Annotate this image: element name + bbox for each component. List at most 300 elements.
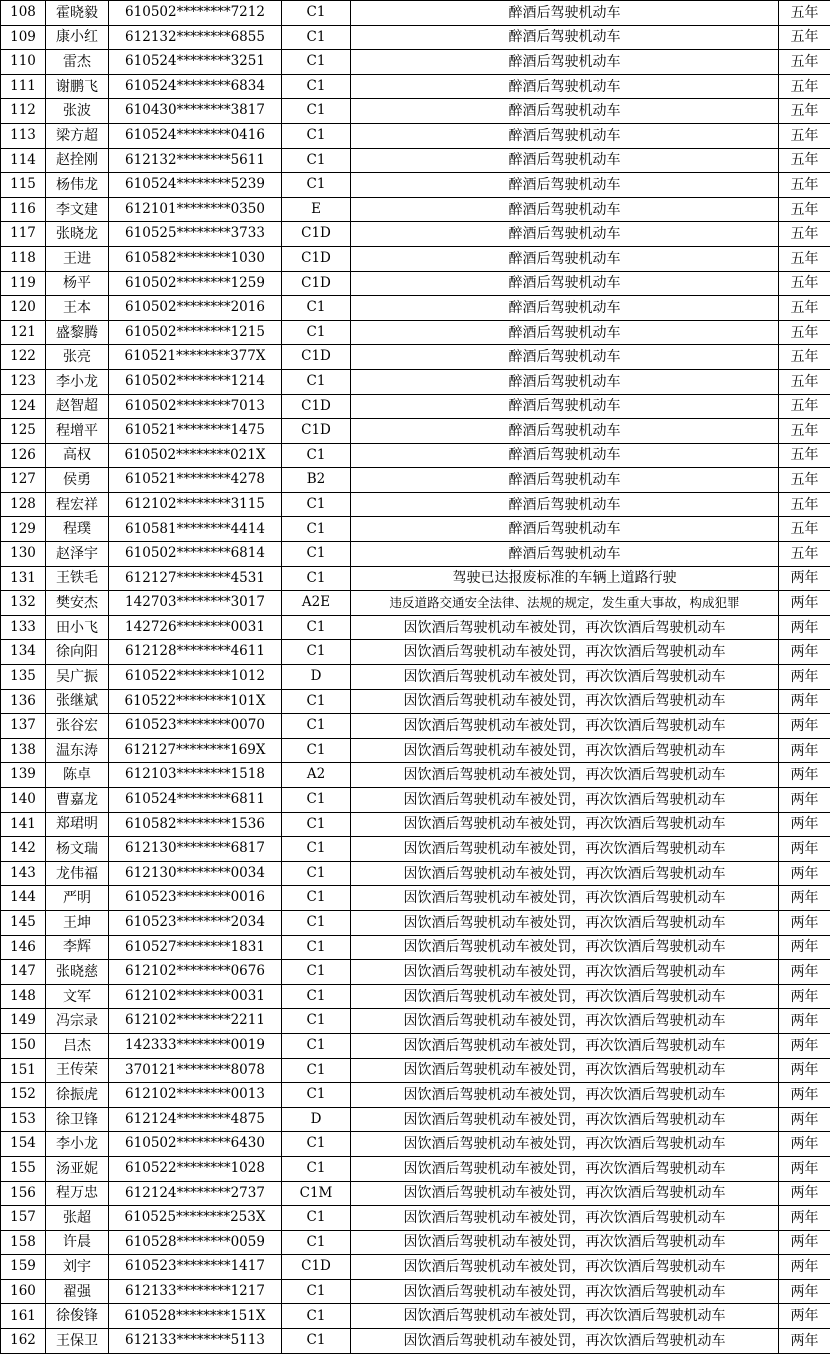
license-class: C1 xyxy=(282,1279,351,1304)
violation-text: 因饮酒后驾驶机动车被处罚，再次饮酒后驾驶机动车 xyxy=(351,689,779,714)
row-number: 110 xyxy=(1,50,46,75)
row-number: 129 xyxy=(1,517,46,542)
row-number: 162 xyxy=(1,1329,46,1354)
ban-term: 五年 xyxy=(779,271,830,296)
violation-text: 醉酒后驾驶机动车 xyxy=(351,123,779,148)
driver-name: 霍晓毅 xyxy=(46,1,109,26)
table-row xyxy=(1,320,830,345)
table-row xyxy=(1,1279,830,1304)
driver-name: 赵智超 xyxy=(46,394,109,419)
violation-text: 驾驶已达报废标准的车辆上道路行驶 xyxy=(351,566,779,591)
ban-term: 两年 xyxy=(779,1058,830,1083)
ban-term: 五年 xyxy=(779,542,830,567)
ban-term: 五年 xyxy=(779,468,830,493)
ban-term: 两年 xyxy=(779,812,830,837)
license-class: C1 xyxy=(282,123,351,148)
id-number: 610581********4414 xyxy=(109,517,282,542)
violation-text: 因饮酒后驾驶机动车被处罚，再次饮酒后驾驶机动车 xyxy=(351,1156,779,1181)
row-number: 119 xyxy=(1,271,46,296)
row-number: 139 xyxy=(1,763,46,788)
violation-text: 因饮酒后驾驶机动车被处罚，再次饮酒后驾驶机动车 xyxy=(351,1304,779,1329)
license-class: C1 xyxy=(282,517,351,542)
violation-text: 因饮酒后驾驶机动车被处罚，再次饮酒后驾驶机动车 xyxy=(351,1206,779,1231)
row-number: 112 xyxy=(1,99,46,124)
table-row xyxy=(1,812,830,837)
violation-text: 因饮酒后驾驶机动车被处罚，再次饮酒后驾驶机动车 xyxy=(351,1033,779,1058)
id-number: 142333********0019 xyxy=(109,1033,282,1058)
ban-term: 五年 xyxy=(779,50,830,75)
driver-name: 王保卫 xyxy=(46,1329,109,1354)
table-row xyxy=(1,886,830,911)
license-class: C1 xyxy=(282,738,351,763)
row-number: 111 xyxy=(1,74,46,99)
id-number: 610522********1012 xyxy=(109,665,282,690)
driver-name: 杨平 xyxy=(46,271,109,296)
table-row xyxy=(1,984,830,1009)
driver-name: 徐卫锋 xyxy=(46,1107,109,1132)
driver-name: 张谷宏 xyxy=(46,714,109,739)
license-class: C1 xyxy=(282,812,351,837)
table-row xyxy=(1,345,830,370)
driver-name: 王坤 xyxy=(46,910,109,935)
violation-text: 醉酒后驾驶机动车 xyxy=(351,492,779,517)
table-row xyxy=(1,296,830,321)
driver-name: 张晓龙 xyxy=(46,222,109,247)
license-class: C1 xyxy=(282,689,351,714)
row-number: 142 xyxy=(1,837,46,862)
row-number: 133 xyxy=(1,615,46,640)
license-class: C1 xyxy=(282,788,351,813)
table-row xyxy=(1,468,830,493)
ban-term: 两年 xyxy=(779,714,830,739)
license-class: C1 xyxy=(282,1230,351,1255)
violation-text: 醉酒后驾驶机动车 xyxy=(351,1,779,26)
violation-text: 醉酒后驾驶机动车 xyxy=(351,197,779,222)
row-number: 136 xyxy=(1,689,46,714)
ban-term: 两年 xyxy=(779,1279,830,1304)
violation-text: 因饮酒后驾驶机动车被处罚，再次饮酒后驾驶机动车 xyxy=(351,1279,779,1304)
ban-term: 五年 xyxy=(779,443,830,468)
ban-term: 五年 xyxy=(779,25,830,50)
id-number: 610502********1214 xyxy=(109,369,282,394)
violation-text: 因饮酒后驾驶机动车被处罚，再次饮酒后驾驶机动车 xyxy=(351,910,779,935)
id-number: 612127********169X xyxy=(109,738,282,763)
row-number: 113 xyxy=(1,123,46,148)
driver-name: 张波 xyxy=(46,99,109,124)
violation-text: 因饮酒后驾驶机动车被处罚，再次饮酒后驾驶机动车 xyxy=(351,984,779,1009)
row-number: 108 xyxy=(1,1,46,26)
license-class: C1 xyxy=(282,320,351,345)
id-number: 612132********5611 xyxy=(109,148,282,173)
table-row xyxy=(1,788,830,813)
id-number: 612130********6817 xyxy=(109,837,282,862)
id-number: 612124********2737 xyxy=(109,1181,282,1206)
table-row xyxy=(1,443,830,468)
ban-term: 五年 xyxy=(779,197,830,222)
ban-term: 五年 xyxy=(779,1,830,26)
driver-name: 王铁毛 xyxy=(46,566,109,591)
table-row xyxy=(1,1009,830,1034)
violation-text: 醉酒后驾驶机动车 xyxy=(351,419,779,444)
violation-text: 因饮酒后驾驶机动车被处罚，再次饮酒后驾驶机动车 xyxy=(351,1230,779,1255)
row-number: 123 xyxy=(1,369,46,394)
violation-text: 因饮酒后驾驶机动车被处罚，再次饮酒后驾驶机动车 xyxy=(351,886,779,911)
license-class: C1 xyxy=(282,1058,351,1083)
driver-name: 程宏祥 xyxy=(46,492,109,517)
driver-name: 温东涛 xyxy=(46,738,109,763)
violation-text: 因饮酒后驾驶机动车被处罚，再次饮酒后驾驶机动车 xyxy=(351,812,779,837)
violation-text: 醉酒后驾驶机动车 xyxy=(351,468,779,493)
driver-name: 李文建 xyxy=(46,197,109,222)
table-row xyxy=(1,1230,830,1255)
table-row xyxy=(1,246,830,271)
driver-name: 陈卓 xyxy=(46,763,109,788)
id-number: 610523********2034 xyxy=(109,910,282,935)
license-class: C1 xyxy=(282,1132,351,1157)
license-class: C1 xyxy=(282,714,351,739)
id-number: 612124********4875 xyxy=(109,1107,282,1132)
license-class: C1 xyxy=(282,1206,351,1231)
license-class: C1D xyxy=(282,419,351,444)
driver-name: 翟强 xyxy=(46,1279,109,1304)
driver-name: 刘宇 xyxy=(46,1255,109,1280)
table-row xyxy=(1,173,830,198)
table-row xyxy=(1,1132,830,1157)
license-class: C1 xyxy=(282,566,351,591)
table-row xyxy=(1,1083,830,1108)
ban-term: 两年 xyxy=(779,910,830,935)
row-number: 109 xyxy=(1,25,46,50)
row-number: 132 xyxy=(1,591,46,616)
row-number: 118 xyxy=(1,246,46,271)
license-class: C1 xyxy=(282,1304,351,1329)
ban-term: 两年 xyxy=(779,1107,830,1132)
ban-term: 两年 xyxy=(779,1230,830,1255)
table-row xyxy=(1,50,830,75)
table-row xyxy=(1,1255,830,1280)
ban-term: 五年 xyxy=(779,222,830,247)
license-class: C1D xyxy=(282,246,351,271)
table-row xyxy=(1,99,830,124)
row-number: 159 xyxy=(1,1255,46,1280)
table-row xyxy=(1,738,830,763)
id-number: 612102********0013 xyxy=(109,1083,282,1108)
driver-name: 杨伟龙 xyxy=(46,173,109,198)
id-number: 610521********4278 xyxy=(109,468,282,493)
row-number: 158 xyxy=(1,1230,46,1255)
table-row xyxy=(1,861,830,886)
id-number: 610524********0416 xyxy=(109,123,282,148)
license-class: C1 xyxy=(282,1156,351,1181)
violation-text: 因饮酒后驾驶机动车被处罚，再次饮酒后驾驶机动车 xyxy=(351,935,779,960)
table-row xyxy=(1,1058,830,1083)
driver-name: 程璞 xyxy=(46,517,109,542)
driver-name: 王本 xyxy=(46,296,109,321)
id-number: 610502********6814 xyxy=(109,542,282,567)
row-number: 120 xyxy=(1,296,46,321)
id-number: 610525********3733 xyxy=(109,222,282,247)
id-number: 612133********5113 xyxy=(109,1329,282,1354)
row-number: 153 xyxy=(1,1107,46,1132)
ban-term: 五年 xyxy=(779,246,830,271)
ban-term: 两年 xyxy=(779,1329,830,1354)
id-number: 610524********6811 xyxy=(109,788,282,813)
table-row xyxy=(1,615,830,640)
row-number: 144 xyxy=(1,886,46,911)
table-row xyxy=(1,222,830,247)
ban-term: 两年 xyxy=(779,1132,830,1157)
violation-text: 醉酒后驾驶机动车 xyxy=(351,25,779,50)
violation-text: 因饮酒后驾驶机动车被处罚，再次饮酒后驾驶机动车 xyxy=(351,714,779,739)
driver-name: 赵泽宇 xyxy=(46,542,109,567)
ban-term: 两年 xyxy=(779,861,830,886)
license-class: C1 xyxy=(282,148,351,173)
row-number: 149 xyxy=(1,1009,46,1034)
violation-text: 因饮酒后驾驶机动车被处罚，再次饮酒后驾驶机动车 xyxy=(351,1181,779,1206)
id-number: 610523********0070 xyxy=(109,714,282,739)
violation-text: 因饮酒后驾驶机动车被处罚，再次饮酒后驾驶机动车 xyxy=(351,640,779,665)
table-row xyxy=(1,640,830,665)
ban-term: 两年 xyxy=(779,1255,830,1280)
table-body xyxy=(1,1,830,1354)
license-class: C1 xyxy=(282,492,351,517)
row-number: 157 xyxy=(1,1206,46,1231)
license-class: C1 xyxy=(282,25,351,50)
id-number: 612133********1217 xyxy=(109,1279,282,1304)
ban-term: 五年 xyxy=(779,173,830,198)
license-class: C1D xyxy=(282,222,351,247)
table-row xyxy=(1,591,830,616)
license-class: C1 xyxy=(282,1009,351,1034)
row-number: 135 xyxy=(1,665,46,690)
violation-text: 醉酒后驾驶机动车 xyxy=(351,99,779,124)
ban-term: 五年 xyxy=(779,492,830,517)
table-row xyxy=(1,1107,830,1132)
ban-term: 五年 xyxy=(779,123,830,148)
id-number: 610582********1030 xyxy=(109,246,282,271)
driver-name: 冯宗录 xyxy=(46,1009,109,1034)
violation-text: 醉酒后驾驶机动车 xyxy=(351,50,779,75)
row-number: 121 xyxy=(1,320,46,345)
license-class: C1 xyxy=(282,837,351,862)
table-row xyxy=(1,123,830,148)
ban-term: 两年 xyxy=(779,1033,830,1058)
driver-name: 谢鹏飞 xyxy=(46,74,109,99)
id-number: 610525********253X xyxy=(109,1206,282,1231)
row-number: 134 xyxy=(1,640,46,665)
violation-text: 醉酒后驾驶机动车 xyxy=(351,296,779,321)
driver-name: 侯勇 xyxy=(46,468,109,493)
id-number: 610502********7013 xyxy=(109,394,282,419)
row-number: 148 xyxy=(1,984,46,1009)
id-number: 610528********0059 xyxy=(109,1230,282,1255)
row-number: 156 xyxy=(1,1181,46,1206)
id-number: 610522********1028 xyxy=(109,1156,282,1181)
license-class: A2E xyxy=(282,591,351,616)
ban-term: 两年 xyxy=(779,665,830,690)
row-number: 152 xyxy=(1,1083,46,1108)
violation-text: 因饮酒后驾驶机动车被处罚，再次饮酒后驾驶机动车 xyxy=(351,861,779,886)
license-class: C1D xyxy=(282,1255,351,1280)
driver-name: 盛黎腾 xyxy=(46,320,109,345)
ban-term: 两年 xyxy=(779,1083,830,1108)
table-row xyxy=(1,1156,830,1181)
license-class: C1D xyxy=(282,345,351,370)
ban-term: 两年 xyxy=(779,1181,830,1206)
violation-text: 醉酒后驾驶机动车 xyxy=(351,345,779,370)
driver-name: 樊安杰 xyxy=(46,591,109,616)
license-class: C1 xyxy=(282,886,351,911)
ban-term: 五年 xyxy=(779,99,830,124)
id-number: 610502********021X xyxy=(109,443,282,468)
driver-name: 严明 xyxy=(46,886,109,911)
id-number: 610523********0016 xyxy=(109,886,282,911)
violation-text: 因饮酒后驾驶机动车被处罚，再次饮酒后驾驶机动车 xyxy=(351,738,779,763)
row-number: 141 xyxy=(1,812,46,837)
ban-term: 两年 xyxy=(779,935,830,960)
violation-text: 因饮酒后驾驶机动车被处罚，再次饮酒后驾驶机动车 xyxy=(351,788,779,813)
license-class: B2 xyxy=(282,468,351,493)
table-row xyxy=(1,419,830,444)
ban-term: 五年 xyxy=(779,345,830,370)
violation-text: 因饮酒后驾驶机动车被处罚，再次饮酒后驾驶机动车 xyxy=(351,1107,779,1132)
violation-text: 醉酒后驾驶机动车 xyxy=(351,173,779,198)
violation-text: 醉酒后驾驶机动车 xyxy=(351,542,779,567)
ban-term: 两年 xyxy=(779,566,830,591)
violation-text: 因饮酒后驾驶机动车被处罚，再次饮酒后驾驶机动车 xyxy=(351,837,779,862)
license-class: D xyxy=(282,665,351,690)
id-number: 370121********8078 xyxy=(109,1058,282,1083)
driver-name: 王进 xyxy=(46,246,109,271)
table-row xyxy=(1,74,830,99)
license-class: C1 xyxy=(282,1,351,26)
ban-term: 两年 xyxy=(779,984,830,1009)
driver-name: 吴广振 xyxy=(46,665,109,690)
driver-name: 徐向阳 xyxy=(46,640,109,665)
table-row xyxy=(1,665,830,690)
id-number: 610524********6834 xyxy=(109,74,282,99)
driver-name: 田小飞 xyxy=(46,615,109,640)
row-number: 138 xyxy=(1,738,46,763)
table-row xyxy=(1,1206,830,1231)
table-row xyxy=(1,394,830,419)
license-class: C1 xyxy=(282,1083,351,1108)
driver-name: 程增平 xyxy=(46,419,109,444)
id-number: 612102********3115 xyxy=(109,492,282,517)
license-class: C1D xyxy=(282,394,351,419)
id-number: 610502********1215 xyxy=(109,320,282,345)
id-number: 610522********101X xyxy=(109,689,282,714)
row-number: 160 xyxy=(1,1279,46,1304)
ban-term: 两年 xyxy=(779,837,830,862)
row-number: 137 xyxy=(1,714,46,739)
table-row xyxy=(1,542,830,567)
driver-name: 程万忠 xyxy=(46,1181,109,1206)
id-number: 142703********3017 xyxy=(109,591,282,616)
license-class: C1 xyxy=(282,1329,351,1354)
driver-name: 曹嘉龙 xyxy=(46,788,109,813)
ban-term: 两年 xyxy=(779,788,830,813)
license-class: C1D xyxy=(282,271,351,296)
ban-term: 两年 xyxy=(779,1009,830,1034)
license-class: C1 xyxy=(282,296,351,321)
violation-text: 因饮酒后驾驶机动车被处罚，再次饮酒后驾驶机动车 xyxy=(351,763,779,788)
id-number: 612103********1518 xyxy=(109,763,282,788)
ban-term: 五年 xyxy=(779,320,830,345)
ban-term: 五年 xyxy=(779,148,830,173)
row-number: 143 xyxy=(1,861,46,886)
row-number: 140 xyxy=(1,788,46,813)
table-row xyxy=(1,1181,830,1206)
id-number: 610430********3817 xyxy=(109,99,282,124)
id-number: 610521********377X xyxy=(109,345,282,370)
driver-name: 张超 xyxy=(46,1206,109,1231)
license-class: C1 xyxy=(282,74,351,99)
id-number: 610502********2016 xyxy=(109,296,282,321)
violation-text: 醉酒后驾驶机动车 xyxy=(351,394,779,419)
license-class: C1 xyxy=(282,1033,351,1058)
driver-name: 文军 xyxy=(46,984,109,1009)
driver-name: 杨文瑞 xyxy=(46,837,109,862)
row-number: 161 xyxy=(1,1304,46,1329)
driver-name: 赵拴刚 xyxy=(46,148,109,173)
row-number: 124 xyxy=(1,394,46,419)
ban-term: 五年 xyxy=(779,369,830,394)
table-row xyxy=(1,369,830,394)
row-number: 151 xyxy=(1,1058,46,1083)
row-number: 116 xyxy=(1,197,46,222)
violation-text: 因饮酒后驾驶机动车被处罚，再次饮酒后驾驶机动车 xyxy=(351,1329,779,1354)
table-row xyxy=(1,837,830,862)
row-number: 150 xyxy=(1,1033,46,1058)
license-class: C1 xyxy=(282,173,351,198)
driver-name: 徐振虎 xyxy=(46,1083,109,1108)
row-number: 146 xyxy=(1,935,46,960)
violation-text: 因饮酒后驾驶机动车被处罚，再次饮酒后驾驶机动车 xyxy=(351,1083,779,1108)
violation-text: 因饮酒后驾驶机动车被处罚，再次饮酒后驾驶机动车 xyxy=(351,1009,779,1034)
row-number: 131 xyxy=(1,566,46,591)
id-number: 612130********0034 xyxy=(109,861,282,886)
violation-text: 因饮酒后驾驶机动车被处罚，再次饮酒后驾驶机动车 xyxy=(351,960,779,985)
id-number: 610582********1536 xyxy=(109,812,282,837)
id-number: 610528********151X xyxy=(109,1304,282,1329)
driver-name: 张继斌 xyxy=(46,689,109,714)
id-number: 610502********7212 xyxy=(109,1,282,26)
row-number: 117 xyxy=(1,222,46,247)
ban-term: 五年 xyxy=(779,296,830,321)
violation-text: 因饮酒后驾驶机动车被处罚，再次饮酒后驾驶机动车 xyxy=(351,665,779,690)
table-row xyxy=(1,492,830,517)
license-class: C1 xyxy=(282,935,351,960)
driver-name: 康小红 xyxy=(46,25,109,50)
table-row xyxy=(1,1033,830,1058)
table-row xyxy=(1,517,830,542)
violation-text: 违反道路交通安全法律、法规的规定，发生重大事故，构成犯罪 xyxy=(351,591,779,616)
table-row xyxy=(1,714,830,739)
id-number: 612127********4531 xyxy=(109,566,282,591)
ban-term: 两年 xyxy=(779,886,830,911)
license-class: A2 xyxy=(282,763,351,788)
table-row xyxy=(1,566,830,591)
license-class: C1 xyxy=(282,99,351,124)
ban-term: 两年 xyxy=(779,1304,830,1329)
id-number: 612102********2211 xyxy=(109,1009,282,1034)
violation-text: 因饮酒后驾驶机动车被处罚，再次饮酒后驾驶机动车 xyxy=(351,615,779,640)
license-class: C1 xyxy=(282,542,351,567)
driver-name: 张晓慈 xyxy=(46,960,109,985)
id-number: 612132********6855 xyxy=(109,25,282,50)
table-row xyxy=(1,271,830,296)
